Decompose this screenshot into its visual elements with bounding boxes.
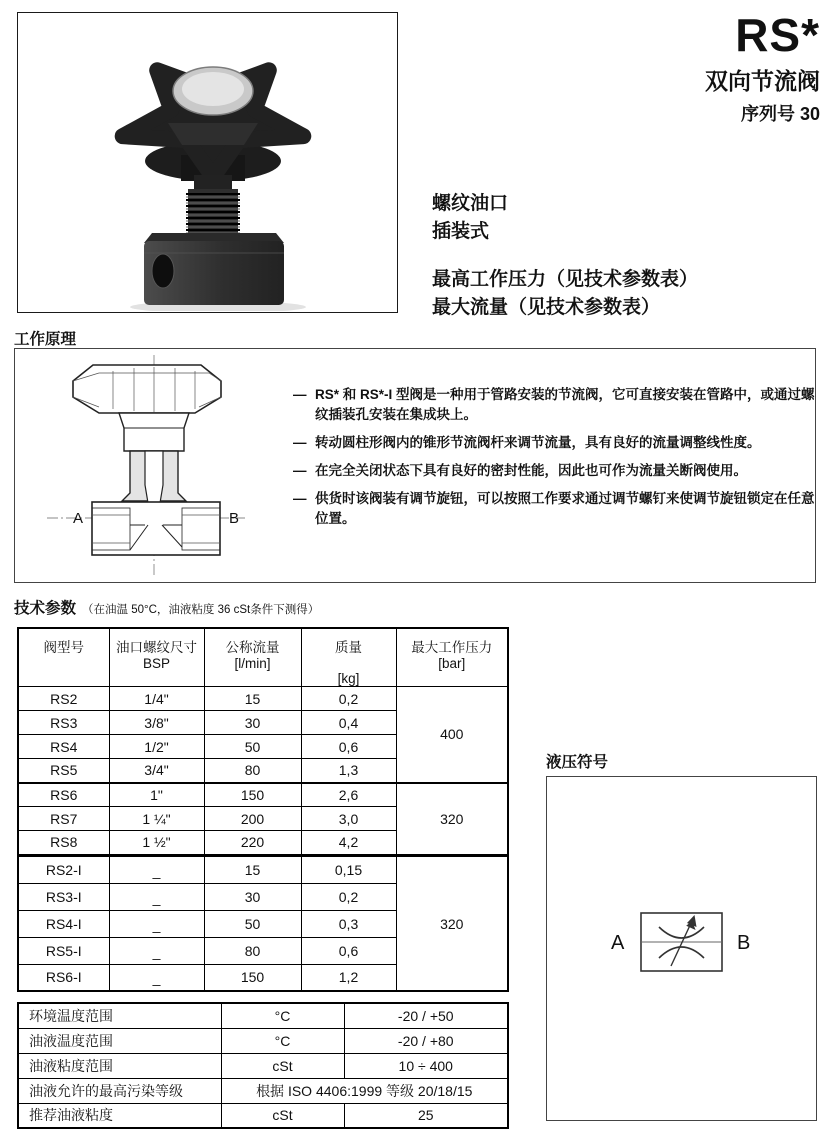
cell-model: RS6-I <box>18 964 109 991</box>
bullet-dash: — <box>293 491 307 506</box>
table-row <box>18 1028 508 1053</box>
diagram-port-b-label: B <box>229 510 240 527</box>
bullet-dash: — <box>293 435 307 450</box>
cell-model: RS3-I <box>18 883 109 910</box>
cell-condition-label: 油液粘度范围 <box>18 1053 221 1078</box>
cell-bsp: 1 ½" <box>109 831 204 855</box>
cell-mass: 0,6 <box>301 937 396 964</box>
col-header-flow: 公称流量 [l/min] <box>204 628 301 687</box>
cell-mass: 3,0 <box>301 807 396 831</box>
cell-model: RS5-I <box>18 937 109 964</box>
bullet-item <box>293 385 818 425</box>
cell-value: -20 / +50 <box>344 1003 508 1028</box>
table-row <box>18 1053 508 1078</box>
symbol-port-a-label: A <box>611 932 625 954</box>
cell-mass: 1,3 <box>301 759 396 783</box>
cell-flow: 30 <box>204 711 301 735</box>
product-photo-frame <box>17 12 398 313</box>
cell-mass: 0,2 <box>301 687 396 711</box>
cell-merged-value: 根据 ISO 4406:1999 等级 20/18/15 <box>221 1078 508 1103</box>
cell-flow: 30 <box>204 883 301 910</box>
bullet-text: 在完全关闭状态下具有良好的密封性能，因此也可作为流量关断阀使用。 <box>315 463 747 478</box>
bullet-item <box>293 433 818 453</box>
hydraulic-symbol-box <box>546 776 817 1121</box>
hydraulic-symbol-title: 液压符号 <box>546 754 609 771</box>
bullet-item <box>293 489 818 529</box>
table-row <box>18 1103 508 1128</box>
cell-flow: 50 <box>204 735 301 759</box>
cell-mass: 1,2 <box>301 964 396 991</box>
cell-bsp: 3/8" <box>109 711 204 735</box>
cell-mass: 0,2 <box>301 883 396 910</box>
cell-bsp: _ <box>109 856 204 883</box>
table-row <box>18 856 508 883</box>
cell-model: RS6 <box>18 783 109 807</box>
cell-bsp: _ <box>109 964 204 991</box>
bullet-text: RS* 和 RS*-I 型阀是一种用于管路安装的节流阀，它可直接安装在管路中，或通过螺纹插装孔安装在集成块上。 <box>315 387 815 422</box>
cell-mass: 0,6 <box>301 735 396 759</box>
cell-bsp: _ <box>109 910 204 937</box>
cell-condition-label: 环境温度范围 <box>18 1003 221 1028</box>
table-row <box>18 1003 508 1028</box>
page-title: RS* <box>735 9 820 61</box>
feature-max-pressure: 最高工作压力（见技术参数表） <box>432 269 699 290</box>
cell-bsp: 1 ¼" <box>109 807 204 831</box>
bullet-item <box>293 461 818 481</box>
operating-conditions-table <box>17 1002 509 1129</box>
cell-bsp: _ <box>109 883 204 910</box>
cell-bsp: 1/4" <box>109 687 204 711</box>
cell-mass: 4,2 <box>301 831 396 855</box>
col-header-pressure: 最大工作压力 [bar] <box>396 628 508 687</box>
col-header-model: 阀型号 <box>18 628 109 687</box>
symbol-port-b-label: B <box>737 932 751 954</box>
working-principle-title: 工作原理 <box>14 331 77 348</box>
cell-model: RS2 <box>18 687 109 711</box>
cell-value: 10 ÷ 400 <box>344 1053 508 1078</box>
throttle-symbol <box>547 777 816 1120</box>
cell-flow: 200 <box>204 807 301 831</box>
tech-params-note: （在油温 50°C，油液粘度 36 cSt条件下测得） <box>82 604 320 616</box>
cell-flow: 80 <box>204 759 301 783</box>
cell-pressure-group: 400 <box>396 687 508 783</box>
cell-unit: cSt <box>221 1053 344 1078</box>
cell-mass: 0,15 <box>301 856 396 883</box>
cell-model: RS8 <box>18 831 109 855</box>
feature-list <box>432 190 698 322</box>
bullet-dash: — <box>293 463 307 478</box>
port-hole <box>152 254 174 288</box>
tech-params-title-text: 技术参数 <box>14 600 77 617</box>
feature-cartridge: 插装式 <box>432 221 490 242</box>
cell-condition-label: 推荐油液粘度 <box>18 1103 221 1128</box>
cell-flow: 80 <box>204 937 301 964</box>
col-header-mass: 质量 [kg] <box>301 628 396 687</box>
bullet-text: 供货时该阀装有调节旋钮，可以按照工作要求通过调节螺钉来使调节旋钮锁定在任意位置。 <box>315 491 815 526</box>
table-header-row <box>18 628 508 687</box>
tech-params-title <box>14 596 319 618</box>
cell-mass: 0,4 <box>301 711 396 735</box>
table-row <box>18 687 508 711</box>
cell-unit: °C <box>221 1028 344 1053</box>
cell-condition-label: 油液允许的最高污染等级 <box>18 1078 221 1103</box>
cell-model: RS4 <box>18 735 109 759</box>
product-subtitle: 双向节流阀 <box>705 68 820 94</box>
cell-flow: 50 <box>204 910 301 937</box>
diagram-port-a-label: A <box>73 510 84 527</box>
series-number: 序列号 30 <box>740 104 820 124</box>
cell-pressure-group: 320 <box>396 856 508 991</box>
cell-bsp: 1/2" <box>109 735 204 759</box>
cell-model: RS4-I <box>18 910 109 937</box>
feature-ports: 螺纹油口 <box>432 193 509 214</box>
cell-model: RS7 <box>18 807 109 831</box>
cell-condition-label: 油液温度范围 <box>18 1028 221 1053</box>
cell-bsp: 1" <box>109 783 204 807</box>
cell-bsp: _ <box>109 937 204 964</box>
valve-cross-section-diagram <box>33 353 283 579</box>
cell-flow: 15 <box>204 687 301 711</box>
cell-flow: 150 <box>204 964 301 991</box>
spec-table-cartridge <box>17 855 509 992</box>
cell-mass: 2,6 <box>301 783 396 807</box>
cell-flow: 15 <box>204 856 301 883</box>
cell-mass: 0,3 <box>301 910 396 937</box>
cell-flow: 220 <box>204 831 301 855</box>
bullet-dash: — <box>293 387 307 402</box>
cell-model: RS5 <box>18 759 109 783</box>
cell-unit: °C <box>221 1003 344 1028</box>
working-principle-box <box>14 348 816 583</box>
bullet-text: 转动圆柱形阀内的锥形节流阀杆来调节流量，具有良好的流量调整线性度。 <box>315 435 761 450</box>
cell-model: RS2-I <box>18 856 109 883</box>
working-principle-bullets <box>293 385 818 537</box>
cell-model: RS3 <box>18 711 109 735</box>
spec-table-threaded <box>17 627 509 856</box>
cell-value: -20 / +80 <box>344 1028 508 1053</box>
table-row <box>18 783 508 807</box>
cell-bsp: 3/4" <box>109 759 204 783</box>
valve-photo <box>18 13 396 311</box>
feature-max-flow: 最大流量（见技术参数表） <box>432 297 661 318</box>
col-header-bsp: 油口螺纹尺寸 BSP <box>109 628 204 687</box>
cell-flow: 150 <box>204 783 301 807</box>
cell-unit: cSt <box>221 1103 344 1128</box>
cell-pressure-group: 320 <box>396 783 508 855</box>
cell-value: 25 <box>344 1103 508 1128</box>
table-row <box>18 1078 508 1103</box>
title-block <box>705 9 820 126</box>
